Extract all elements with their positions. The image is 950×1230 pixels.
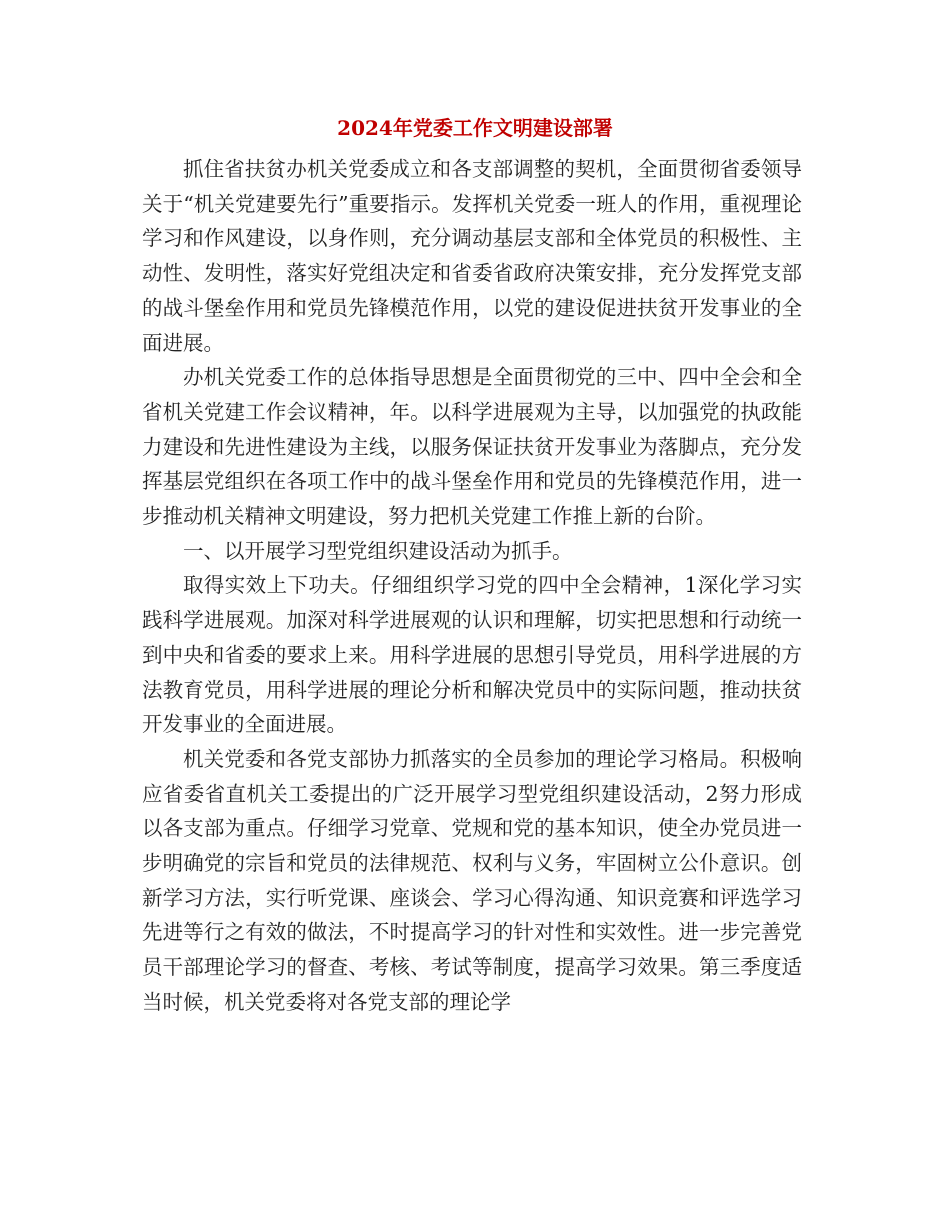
paragraph: 机关党委和各党支部协力抓落实的全员参加的理论学习格局。积极响应省委省直机关工委提出的广泛开展学习型党组织建设活动，2努力形成以各支部为重点。仔细学习党章、党规和党的基本知识，使全办党员进一步明确党的宗旨和党员的法律规范、权利与义务，牢固树立公仆意识。创新学习方法，实行听党课、座谈会、学习心得沟通、知识竞赛和评选学习先进等行之有效的做法，不时提高学习的针对性和实效性。进一步完善党员干部理论学习的督查、考核、考试等制度，提高学习效果。第三季度适当时候，机关党委将对各党支部的理论学 [142,746,802,1014]
paragraph: 抓住省扶贫办机关党委成立和各支部调整的契机，全面贯彻省委领导关于“机关党建要先行”重要指示。发挥机关党委一班人的作用，重视理论学习和作风建设，以身作则，充分调动基层支部和全体党员的积极性、主动性、发明性，落实好党组决定和省委省政府决策安排，充分发挥党支部的战斗堡垒作用和党员先锋模范作用，以党的建设促进扶贫开发事业的全面进展。 [142,157,802,355]
section-heading: 一、以开展学习型党组织建设活动为抓手。 [183,538,573,563]
document-title: 2024年党委工作文明建设部署 [337,116,613,140]
paragraph: 办机关党委工作的总体指导思想是全面贯彻党的三中、四中全会和全省机关党建工作会议精神，年。以科学进展观为主导，以加强党的执政能力建设和先进性建设为主线，以服务保证扶贫开发事业为落脚点，充分发挥基层党组织在各项工作中的战斗堡垒作用和党员的先锋模范作用，进一步推动机关精神文明建设，努力把机关党建工作推上新的台阶。 [142,365,802,529]
document-body [142,152,802,1020]
paragraph: 取得实效上下功夫。仔细组织学习党的四中全会精神，1深化学习实践科学进展观。加深对科学进展观的认识和理解，切实把思想和行动统一到中央和省委的要求上来。用科学进展的思想引导党员，用科学进展的方法教育党员，用科学进展的理论分析和解决党员中的实际问题，推动扶贫开发事业的全面进展。 [142,573,802,737]
